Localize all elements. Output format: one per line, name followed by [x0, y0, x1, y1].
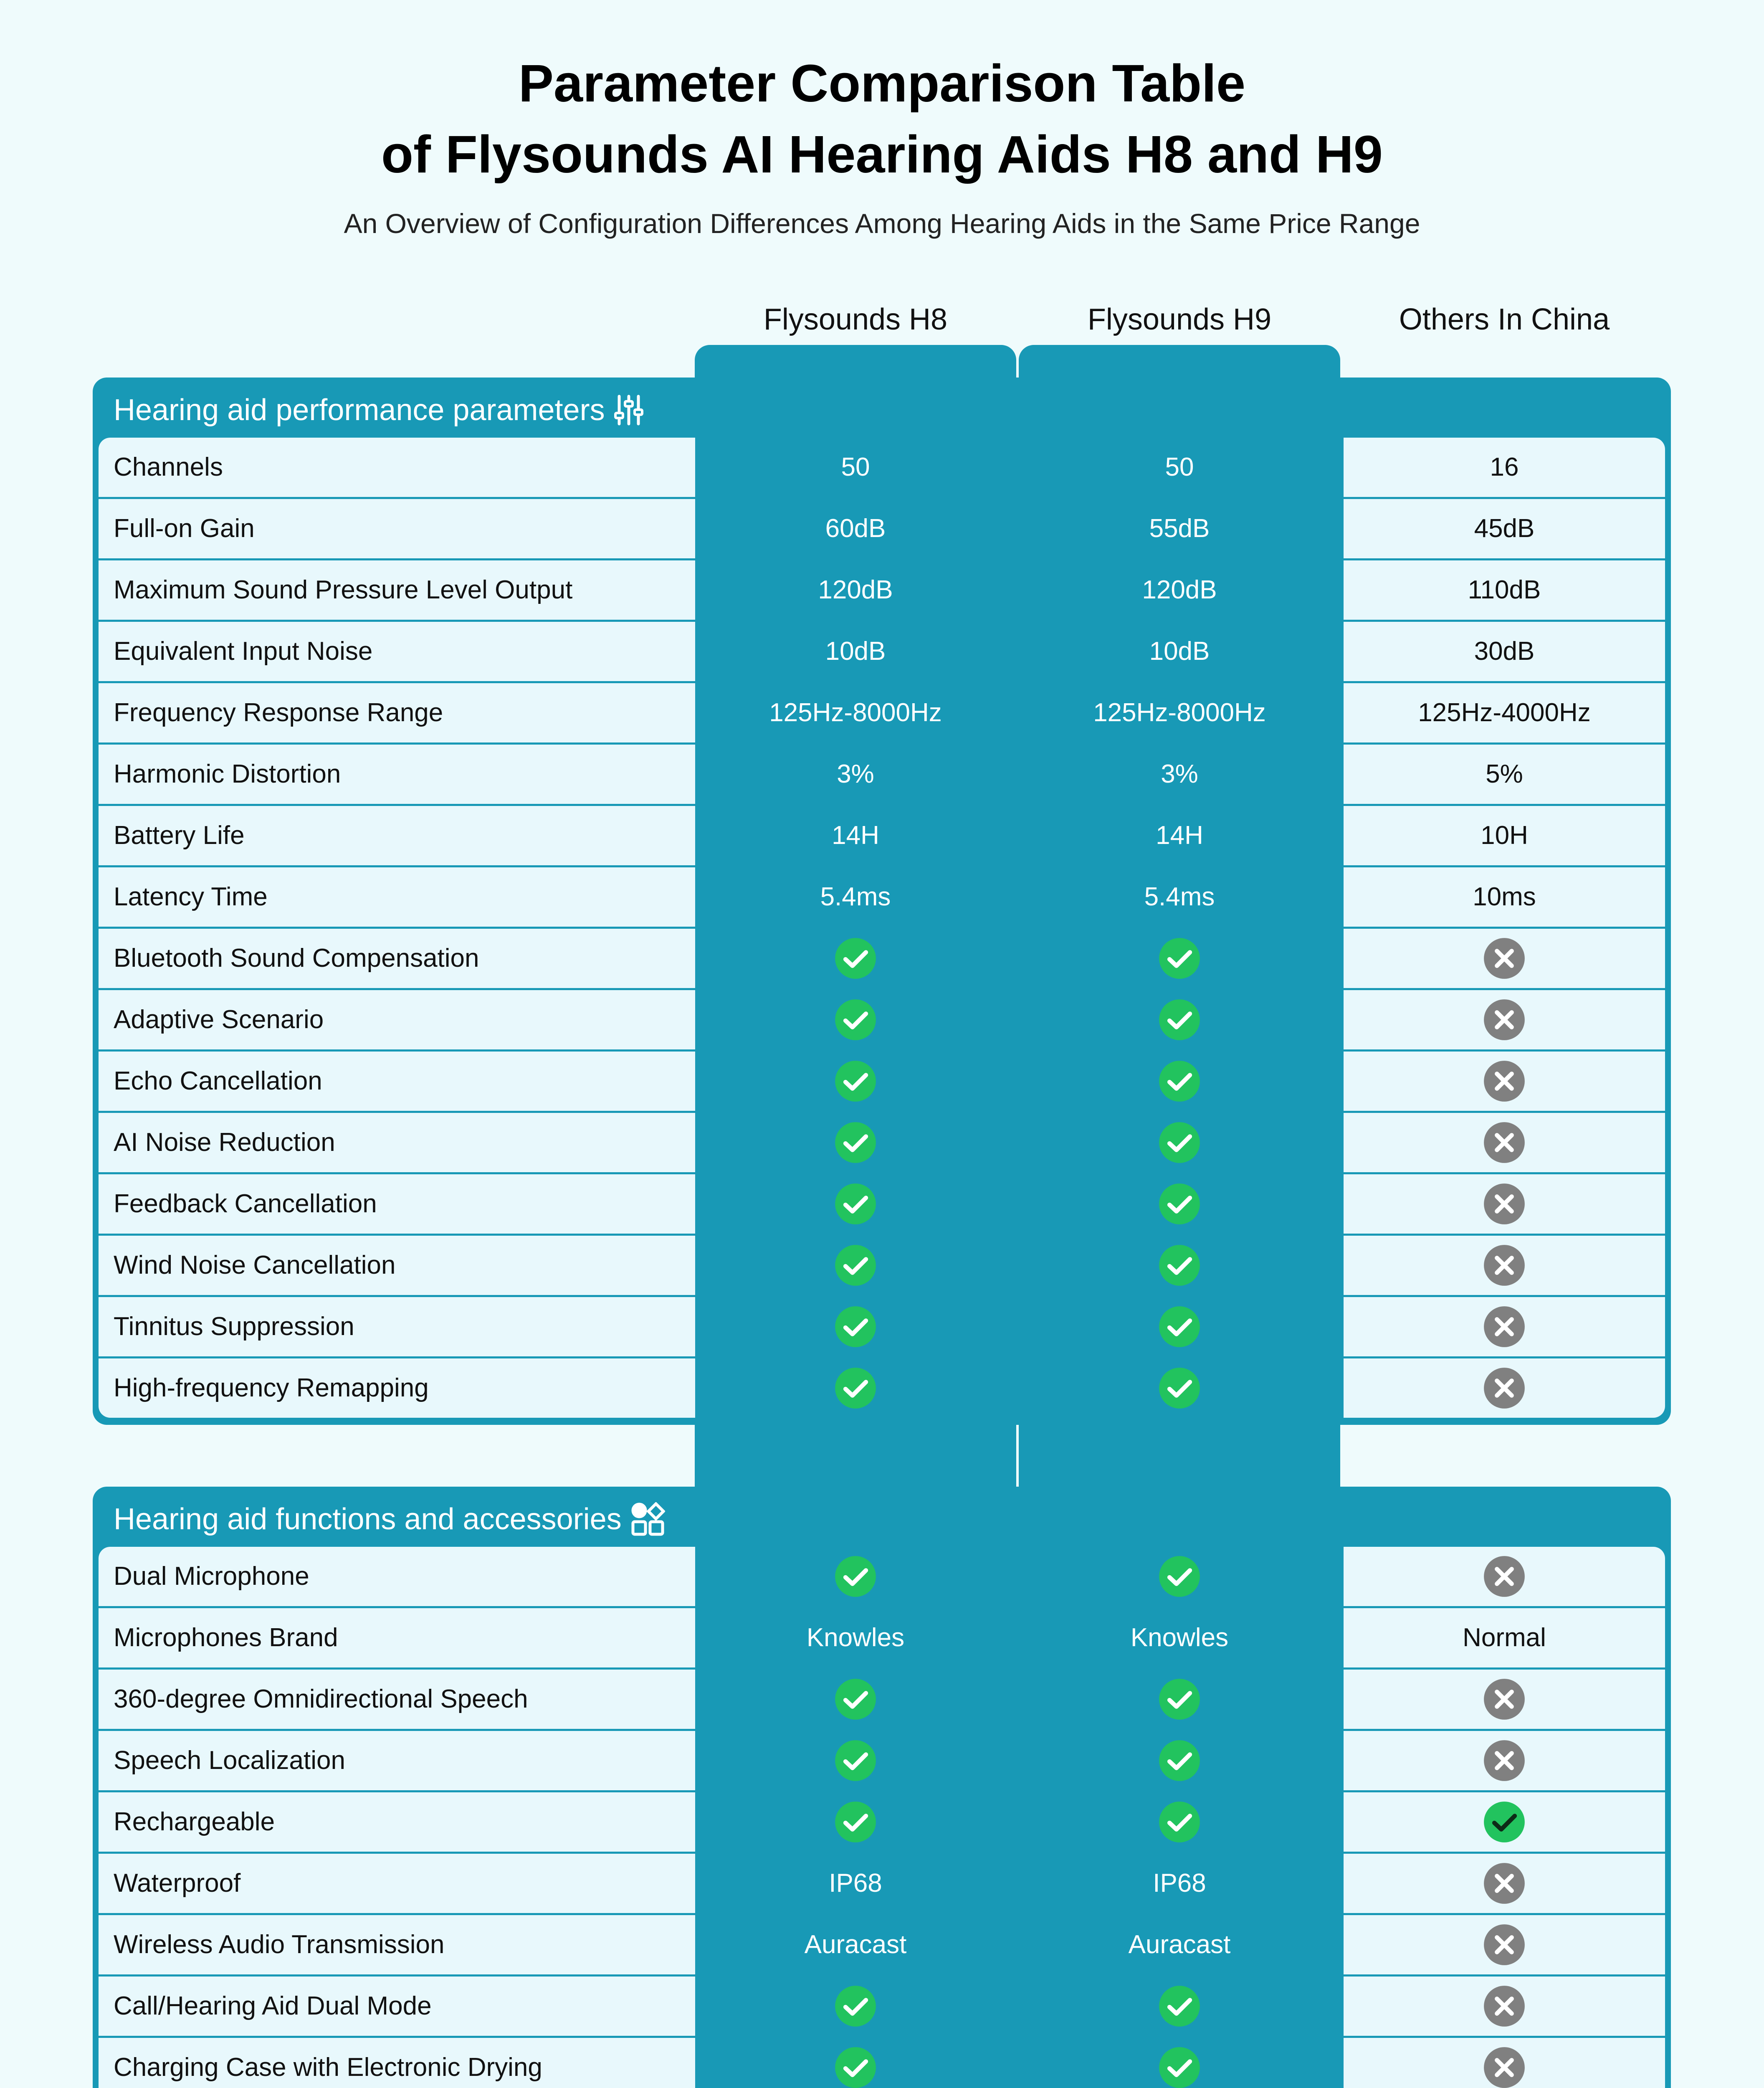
- check-icon: [695, 990, 1016, 1049]
- section-title-text: Hearing aid performance parameters: [114, 393, 605, 427]
- row-label: Full-on Gain: [99, 499, 695, 558]
- check-icon: [695, 929, 1016, 988]
- cross-icon: [1344, 929, 1665, 988]
- check-icon: [695, 1670, 1016, 1729]
- check-icon: [695, 1358, 1016, 1418]
- check-icon: [1019, 2038, 1340, 2088]
- table-row: [93, 1670, 1671, 1731]
- row-label: Equivalent Input Noise: [99, 622, 695, 681]
- check-icon: [1019, 1792, 1340, 1852]
- value-h9: 125Hz-8000Hz: [1093, 698, 1266, 727]
- row-label: Speech Localization: [99, 1731, 695, 1790]
- row-label: Maximum Sound Pressure Level Output: [99, 560, 695, 620]
- row-label: Waterproof: [99, 1854, 695, 1913]
- cross-icon: [1344, 1052, 1665, 1111]
- row-label: Dual Microphone: [99, 1547, 695, 1606]
- check-icon: [695, 1792, 1016, 1852]
- value-h8: 60dB: [825, 514, 886, 543]
- value-h9: 5.4ms: [1144, 882, 1215, 911]
- value-h9: 55dB: [1149, 514, 1210, 543]
- row-label: Frequency Response Range: [99, 683, 695, 742]
- check-icon: [1019, 1731, 1340, 1790]
- value-h9: Knowles: [1130, 1623, 1229, 1652]
- table-row: [93, 1792, 1671, 1854]
- table-row: [93, 1358, 1671, 1420]
- row-label: Wireless Audio Transmission: [99, 1915, 695, 1974]
- value-h8: Auracast: [804, 1930, 907, 1959]
- row-label: Battery Life: [99, 806, 695, 865]
- value-other: Normal: [1344, 1608, 1665, 1667]
- value-other: 16: [1344, 438, 1665, 497]
- value-other: 30dB: [1344, 622, 1665, 681]
- value-h8: 10dB: [825, 637, 886, 666]
- value-h9: IP68: [1153, 1869, 1206, 1898]
- row-label: Microphones Brand: [99, 1608, 695, 1667]
- table-row: [93, 1547, 1671, 1608]
- check-icon: [1019, 1174, 1340, 1234]
- value-h8: 120dB: [818, 575, 893, 604]
- row-label: 360-degree Omnidirectional Speech: [99, 1670, 695, 1729]
- row-label: Charging Case with Electronic Drying: [99, 2038, 695, 2088]
- check-icon: [1019, 1236, 1340, 1295]
- value-h8: 125Hz-8000Hz: [769, 698, 942, 727]
- table-row: [93, 745, 1671, 806]
- page-title-line1: Parameter Comparison Table: [518, 54, 1246, 113]
- value-h8: 3%: [837, 760, 874, 788]
- row-label: Harmonic Distortion: [99, 745, 695, 804]
- value-other: 110dB: [1344, 560, 1665, 620]
- table-row: [93, 867, 1671, 929]
- cross-icon: [1344, 1854, 1665, 1913]
- section-1: [93, 378, 1671, 1425]
- check-icon: [1019, 1977, 1340, 2036]
- table-row: [93, 499, 1671, 560]
- table-row: [93, 560, 1671, 622]
- row-label: High-frequency Remapping: [99, 1358, 695, 1418]
- cross-icon: [1344, 1236, 1665, 1295]
- row-label: Feedback Cancellation: [99, 1174, 695, 1234]
- value-other: 125Hz-4000Hz: [1344, 683, 1665, 742]
- table-row: [93, 990, 1671, 1052]
- row-label: Tinnitus Suppression: [99, 1297, 695, 1356]
- value-other: 45dB: [1344, 499, 1665, 558]
- cross-icon: [1344, 1670, 1665, 1729]
- check-icon: [695, 1236, 1016, 1295]
- check-icon: [695, 1113, 1016, 1172]
- value-other: 10ms: [1344, 867, 1665, 927]
- value-h9: 50: [1165, 453, 1194, 481]
- cross-icon: [1344, 1297, 1665, 1356]
- table-row: [93, 2038, 1671, 2088]
- check-icon: [695, 2038, 1016, 2088]
- check-icon: [1019, 1297, 1340, 1356]
- cross-icon: [1344, 1358, 1665, 1418]
- value-other: 5%: [1344, 745, 1665, 804]
- row-label: Wind Noise Cancellation: [99, 1236, 695, 1295]
- column-header-h9: Flysounds H9: [1087, 303, 1272, 336]
- column-header-others: Others In China: [1399, 303, 1610, 336]
- value-h9: 3%: [1161, 760, 1198, 788]
- cross-icon: [1344, 1547, 1665, 1606]
- table-row: [93, 1608, 1671, 1670]
- value-h8: 50: [841, 453, 870, 481]
- check-icon: [1019, 1052, 1340, 1111]
- value-h8: 14H: [832, 821, 879, 850]
- section-title: [114, 389, 643, 431]
- sliders-icon: [614, 394, 643, 426]
- value-h9: 10dB: [1149, 637, 1210, 666]
- value-h9: Auracast: [1128, 1930, 1231, 1959]
- value-h9: 14H: [1156, 821, 1203, 850]
- value-h8: 5.4ms: [820, 882, 891, 911]
- row-label: Channels: [99, 438, 695, 497]
- section-title: [114, 1498, 665, 1540]
- check-icon: [1019, 1670, 1340, 1729]
- table-row: [93, 683, 1671, 745]
- value-h9: 120dB: [1142, 575, 1217, 604]
- page-title-line2: of Flysounds AI Hearing Aids H8 and H9: [381, 125, 1383, 184]
- table-row: [93, 1113, 1671, 1174]
- row-label: Bluetooth Sound Compensation: [99, 929, 695, 988]
- cross-icon: [1344, 1731, 1665, 1790]
- row-label: Echo Cancellation: [99, 1052, 695, 1111]
- page-subtitle: An Overview of Configuration Differences Among Hearing Aids in the Same Price Range: [344, 208, 1420, 239]
- check-icon: [1344, 1792, 1665, 1852]
- table-row: [93, 1977, 1671, 2038]
- shapes-icon: [631, 1502, 665, 1536]
- check-icon: [1019, 1547, 1340, 1606]
- cross-icon: [1344, 1174, 1665, 1234]
- table-row: [93, 929, 1671, 990]
- row-label: Latency Time: [99, 867, 695, 927]
- cross-icon: [1344, 1915, 1665, 1974]
- row-label: AI Noise Reduction: [99, 1113, 695, 1172]
- table-row: [93, 438, 1671, 499]
- table-row: [93, 622, 1671, 683]
- cross-icon: [1344, 1113, 1665, 1172]
- cross-icon: [1344, 990, 1665, 1049]
- table-row: [93, 1915, 1671, 1977]
- cross-icon: [1344, 2038, 1665, 2088]
- table-row: [93, 1052, 1671, 1113]
- table-row: [93, 1854, 1671, 1915]
- check-icon: [1019, 990, 1340, 1049]
- value-other: 10H: [1344, 806, 1665, 865]
- check-icon: [695, 1297, 1016, 1356]
- check-icon: [695, 1547, 1016, 1606]
- check-icon: [1019, 1358, 1340, 1418]
- section-2: [93, 1487, 1671, 2088]
- check-icon: [695, 1977, 1016, 2036]
- table-row: [93, 1297, 1671, 1358]
- table-row: [93, 1174, 1671, 1236]
- column-header-h8: Flysounds H8: [763, 303, 948, 336]
- section-title-text: Hearing aid functions and accessories: [114, 1503, 622, 1536]
- check-icon: [695, 1731, 1016, 1790]
- value-h8: IP68: [829, 1869, 882, 1898]
- row-label: Call/Hearing Aid Dual Mode: [99, 1977, 695, 2036]
- row-label: Rechargeable: [99, 1792, 695, 1852]
- value-h8: Knowles: [806, 1623, 905, 1652]
- cross-icon: [1344, 1977, 1665, 2036]
- table-row: [93, 806, 1671, 867]
- check-icon: [1019, 929, 1340, 988]
- row-label: Adaptive Scenario: [99, 990, 695, 1049]
- table-row: [93, 1236, 1671, 1297]
- check-icon: [695, 1174, 1016, 1234]
- check-icon: [1019, 1113, 1340, 1172]
- check-icon: [695, 1052, 1016, 1111]
- table-row: [93, 1731, 1671, 1792]
